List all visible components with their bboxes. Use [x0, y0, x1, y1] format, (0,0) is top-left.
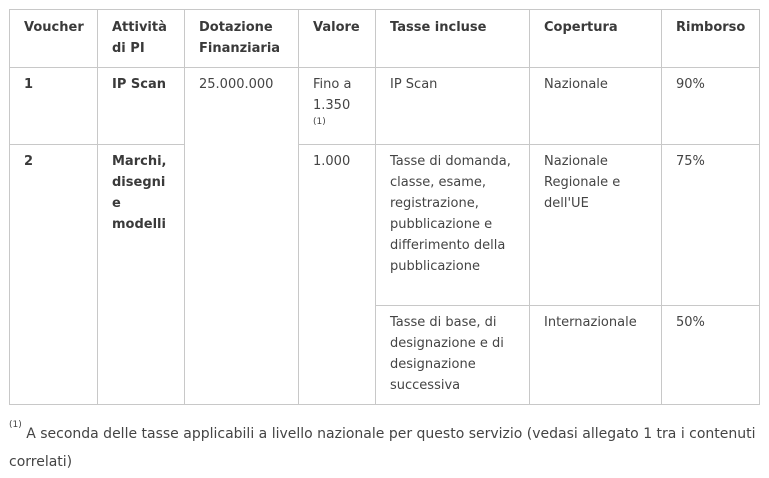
cell-tasse: Tasse di domanda, classe, esame, registrazione, pubblicazione e differimento della pubblicazione — [376, 145, 530, 306]
cell-copertura: Nazionale Regionale e dell'UE — [530, 145, 662, 306]
cell-valore: 1.000 — [299, 145, 376, 405]
footnote — [9, 420, 759, 476]
cell-copertura: Nazionale — [530, 68, 662, 145]
footnote-marker: (1) — [9, 420, 22, 430]
cell-tasse: Tasse di base, di designazione e di designazione successiva — [376, 306, 530, 405]
cell-rimborso: 50% — [662, 306, 760, 405]
voucher-table — [9, 9, 760, 405]
header-voucher: Voucher — [10, 10, 98, 68]
cell-dotazione: 25.000.000 — [185, 68, 299, 405]
cell-valore — [299, 68, 376, 145]
cell-attivita: IP Scan — [98, 68, 185, 145]
footnote-text: A seconda delle tasse applicabili a livello nazionale per questo servizio (vedasi allegato 1 tra i contenuti correlati) — [9, 426, 756, 470]
header-tasse: Tasse incluse — [376, 10, 530, 68]
table-header-row — [10, 10, 760, 68]
table-row — [10, 68, 760, 145]
table-row — [10, 145, 760, 306]
cell-voucher: 2 — [10, 145, 98, 405]
cell-voucher: 1 — [10, 68, 98, 145]
header-dotazione: Dotazione Finanziaria — [185, 10, 299, 68]
header-attivita: Attività di PI — [98, 10, 185, 68]
header-rimborso: Rimborso — [662, 10, 760, 68]
header-valore: Valore — [299, 10, 376, 68]
cell-rimborso: 90% — [662, 68, 760, 145]
cell-rimborso: 75% — [662, 145, 760, 306]
valore-footnote-ref: (1) — [313, 117, 326, 127]
header-copertura: Copertura — [530, 10, 662, 68]
cell-copertura: Internazionale — [530, 306, 662, 405]
cell-attivita: Marchi, disegni e modelli — [98, 145, 185, 405]
cell-tasse: IP Scan — [376, 68, 530, 145]
valore-text: Fino a 1.350 — [313, 77, 352, 113]
